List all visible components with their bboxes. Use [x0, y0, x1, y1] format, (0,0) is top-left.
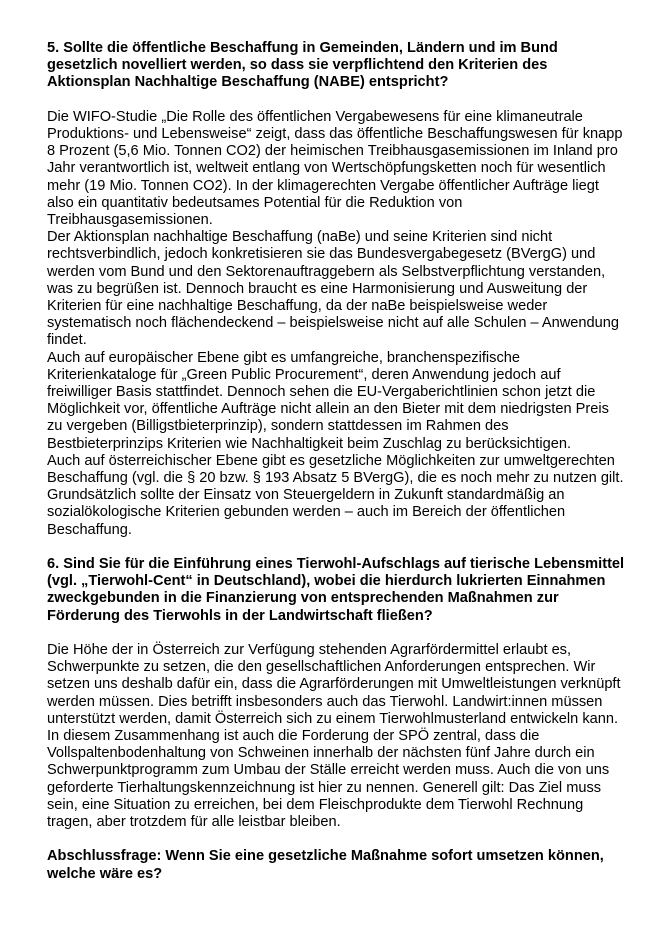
answer-paragraph: Der Aktionsplan nachhaltige Beschaffung (naBe) und seine Kriterien sind nicht rechtsverbindlich, jedoch konkretisieren sie das Bundesvergabegesetz (BVergG) und werden vom Bund und den Sektorenauftraggebern als Selbstverpflichtung verstanden, was zu begrüßen ist. Dennoch braucht es eine Harmonisierung und Ausweitung der Kriterien für eine nachhaltige Beschaffung, da der naBe beispielsweise weder systematisch noch flächendeckend – beispielsweise nicht auf alle Schulen – Anwendung findet. — [47, 229, 619, 349]
answer-paragraph: Auch auf europäischer Ebene gibt es umfangreiche, branchenspezifische Kriterienkataloge für „Green Public Procurement“, deren Anwendung jedoch auf freiwilliger Basis stattfindet. Dennoch sehen die EU-Vergaberichtlinien schon jetzt die Möglichkeit vor, öffentliche Aufträge nicht allein an den Bieter mit dem niedrigsten Preis zu vergeben (Billigstbieterprinzip), sondern stattdessen im Rahmen des Bestbieterprinzips Kriterien wie Nachhaltigkeit beim Zuschlag zu berücksichtigen. — [47, 349, 609, 452]
question-6-heading: 6. Sind Sie für die Einführung eines Tierwohl-Aufschlags auf tierische Lebensmittel (vgl. „Tierwohl-Cent“ in Deutschland), wobei die hierdurch lukrierten Einnahmen zweckgebunden in die Finanzierung von entsprechenden Maßnahmen zur Förderung des Tierwohls in der Landwirtschaft fließen? — [47, 556, 625, 624]
answer-paragraph: Auch auf österreichischer Ebene gibt es gesetzliche Möglichkeiten zur umweltgerechten Beschaffung (vgl. die § 20 bzw. § 193 Absatz 5 BVergG), die es noch mehr zu nutzen gilt. Grundsätzlich sollte der Einsatz von Steuergeldern in Zukunft standardmäßig an sozialökologische Kriterien gebunden werden – auch im Bereich der öffentlichen Beschaffung. — [47, 452, 624, 538]
question-5-answer — [47, 109, 625, 539]
closing-question-heading: Abschlussfrage: Wenn Sie eine gesetzliche Maßnahme sofort umsetzen können, welche wäre es? — [47, 848, 604, 882]
answer-paragraph: Die WIFO-Studie „Die Rolle des öffentlichen Vergabewesens für eine klimaneutrale Produktions- und Lebensweise“ zeigt, dass das öffentliche Beschaffungswesen für knapp 8 Prozent (5,6 Mio. Tonnen CO2) der heimischen Treibhausgasemissionen im Inland pro Jahr verantwortlich ist, weltweit entlang von Wertschöpfungsketten noch für wesentlich mehr (19 Mio. Tonnen CO2). In der klimagerechten Vergabe öffentlicher Aufträge liegt also ein quantitativ bedeutsames Potential für die Reduktion von Treibhausgasemissionen. — [47, 108, 623, 229]
answer-paragraph: Die Höhe der in Österreich zur Verfügung stehenden Agrarfördermittel erlaubt es, Schwerpunkte zu setzen, die den gesellschaftlichen Anforderungen entsprechen. Wir setzen uns deshalb dafür ein, dass die Agrarförderungen mit Umweltleistungen verknüpft werden müssen. Dies betrifft insbesonders auch das Tierwohl. Landwirt:innen müssen unterstützt werden, damit Österreich sich zu einem Tierwohlmusterland entwickeln kann. In diesem Zusammenhang ist auch die Forderung der SPÖ zentral, dass die Vollspaltenbodenhaltung von Schweinen innerhalb der nächsten fünf Jahre durch ein Schwerpunktprogramm zum Umbau der Ställe erreicht werden muss. Auch die von uns geforderte Tierhaltungskennzeichnung ist hier zu nennen. Generell gilt: Das Ziel muss sein, eine Situation zu erreichen, bei dem Fleischprodukte dem Tierwohl Rechnung tragen, aber trotzdem für alle leistbar bleiben. — [47, 642, 621, 831]
question-5-heading: 5. Sollte die öffentliche Beschaffung in Gemeinden, Ländern und im Bund gesetzlich novelliert werden, so dass sie verpflichtend den Kriterien des Aktionsplan Nachhaltige Beschaffung (NABE) entspricht? — [47, 40, 558, 91]
question-6-answer — [47, 642, 625, 831]
